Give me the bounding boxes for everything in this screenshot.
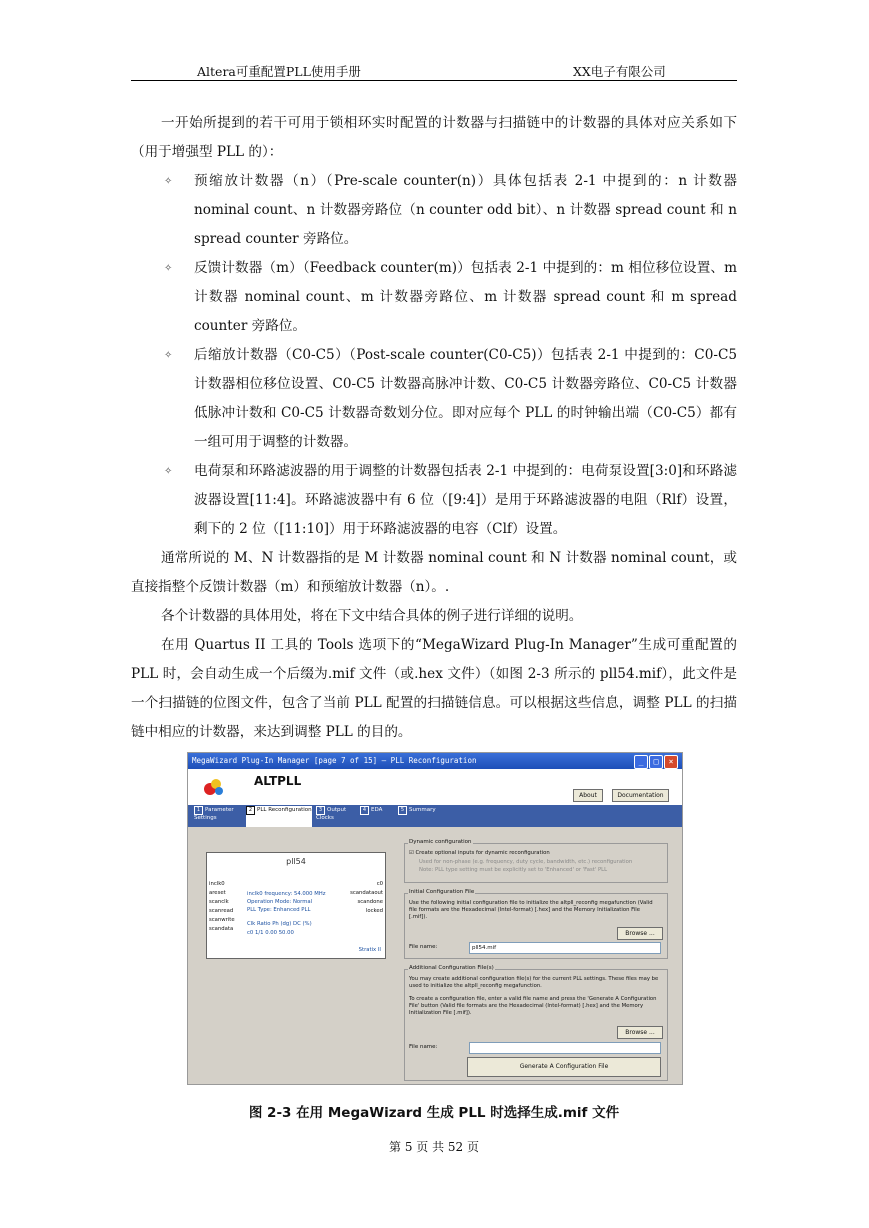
tab-output-clocks[interactable]: 3 Output Clocks [316,807,347,821]
additional-config-title: Additional Configuration File(s) [409,965,494,971]
bullet-2-text: 反馈计数器（m）（Feedback counter(m)）包括表 2-1 中提到的：m 相位移位设置、m 计数器 nominal count、m 计数器旁路位、m 计数器 spread count 和 m spread counter 旁路位。 [194,260,737,334]
tab-eda[interactable]: 4 EDA [360,806,394,826]
additional-config-group [404,965,668,1081]
minimize-icon[interactable]: _ [634,755,648,769]
megawizard-screenshot [187,752,683,1085]
symbol-table-head: Clk Ratio Ph (dg) DC (%) [247,921,312,927]
pin-inclk0: inclk0 [209,881,225,887]
additional-config-text-1: You may create additional configuration file(s) for the current PLL settings. These files may be used to initialize the altpll_reconfig megafunction. [409,976,659,989]
pin-scanwrite: scanwrite [209,917,235,923]
pin-scandata: scandata [209,926,234,932]
symbol-name: pll54 [286,857,306,866]
bullet-marker: ✧ [164,263,173,274]
paragraph-3: 各个计数器的具体用处，将在下文中结合具体的例子进行详细的说明。 [161,608,583,624]
generate-config-button[interactable]: Generate A Configuration File [467,1057,661,1077]
wizard-header [188,769,682,805]
symbol-table-row: c0 1/1 0.00 50.00 [247,930,294,936]
dynamic-config-checkbox[interactable]: ☑ Create optional inputs for dynamic reconfiguration [409,850,550,856]
dynamic-config-title: Dynamic configuration [409,839,472,845]
documentation-button[interactable]: Documentation [612,789,669,802]
bullet-marker: ✧ [164,466,173,477]
initial-config-group [404,889,668,959]
bullet-1 [131,167,737,254]
initial-config-title: Initial Configuration File [409,889,475,895]
bullet-4-text: 电荷泵和环路滤波器的用于调整的计数器包括表 2-1 中提到的：电荷泵设置[3:0]和环路滤波器设置[11:4]。环路滤波器中有 6 位（[9:4]）是用于环路滤波器的电阻（Rlf）设置，剩下的 2 位（[11:10]）用于环路滤波器的电容（Clf）设置。 [194,463,737,537]
tab-pll-reconfiguration[interactable]: 2 PLL Reconfiguration [246,806,312,827]
page-footer: 第 5 页 共 52 页 [389,1140,479,1154]
tab-summary[interactable]: 5 Summary [398,806,444,826]
bullet-1-text: 预缩放计数器（n）（Pre-scale counter(n)）具体包括表 2-1 中提到的：n 计数器 nominal count、n 计数器旁路位（n counter odd bit）、n 计数器 spread count 和 n spread counter 旁路位。 [194,173,737,247]
browse-additional-button[interactable]: Browse ... [617,1026,663,1039]
pin-scanread: scanread [209,908,234,914]
additional-config-text-2: To create a configuration file, enter a valid file name and press the 'Generate A Configuration File' button (Valid file formats are the Hexadecimal (Intel-format) [.hex] and the Memory Initialization File [.mif]). [409,996,657,1016]
bullet-marker: ✧ [164,350,173,361]
additional-file-label: File name: [409,1044,438,1050]
bullet-marker: ✧ [164,176,173,187]
symbol-info-mode: Operation Mode: Normal [247,899,313,905]
pin-c0: c0 [376,881,383,887]
tab-parameter-settings[interactable]: 1 Parameter Settings [194,807,234,821]
paragraph-4: 在用 Quartus II 工具的 Tools 选项下的“MegaWizard Plug-In Manager”生成可重配置的 PLL 时，会自动生成一个后缀为.mif 文件（或.hex 文件）（如图 2-3 所示的 pll54.mif），此文件是一个扫描链的位图文件，包含了当前 PLL 配置的扫描链信息。可以根据这些信息，调整 PLL 的扫描链中相应的计数器，来达到调整 PLL 的目的。 [131,637,737,740]
pin-areset: areset [209,890,226,896]
bullet-2 [131,254,737,341]
figure-caption: 图 2-3 在用 MegaWizard 生成 PLL 时选择生成.mif 文件 [248,1105,620,1121]
paragraph-2: 通常所说的 M、N 计数器指的是 M 计数器 nominal count 和 N 计数器 nominal count，或直接指整个反馈计数器（m）和预缩放计数器（n）。. [131,550,737,595]
symbol-info-type: PLL Type: Enhanced PLL [247,907,311,913]
window-titlebar [188,753,682,769]
initial-file-label: File name: [409,944,438,950]
paragraph-1: 一开始所提到的若干可用于锁相环实时配置的计数器与扫描链中的计数器的具体对应关系如下（用于增强型 PLL 的）： [131,115,737,160]
browse-initial-button[interactable]: Browse ... [617,927,663,940]
wizard-tabs [188,805,682,827]
product-name: ALTPLL [254,774,302,788]
additional-file-input[interactable] [469,1042,661,1054]
pin-scanclk: scanclk [209,899,229,905]
header-rule [131,80,737,81]
bullet-3 [131,341,737,457]
body-text [131,109,737,747]
pin-locked: locked [365,908,383,914]
pll-symbol [206,852,386,959]
initial-file-input[interactable]: pll54.mif [469,942,661,954]
close-icon[interactable]: × [664,755,678,769]
initial-config-text: Use the following initial configuration file to initialize the altpll_reconfig megafunction (Valid file formats are the Hexadecimal (Intel-format) [.hex] and the Memory Initialization File [.mif]). [409,900,653,920]
about-button[interactable]: About [573,789,603,802]
dynamic-note-2: Note: PLL type setting must be explicitly set to 'Enhanced' or 'Fast' PLL [419,867,608,873]
bullet-3-text: 后缩放计数器（C0-C5）（Post-scale counter(C0-C5)）包括表 2-1 中提到的：C0-C5 计数器相位移位设置、C0-C5 计数器高脉冲计数、C0-C5 计数器旁路位、C0-C5 计数器低脉冲计数和 C0-C5 计数器奇数划分位。即对应每个 PLL 的时钟输出端（C0-C5）都有一组可用于调整的计数器。 [194,347,737,450]
symbol-family: Stratix II [358,947,381,953]
header-left: Altera可重配置PLL使用手册 [197,64,361,79]
dynamic-note-1: Used for non-phase (e.g. frequency, duty cycle, bandwidth, etc.) reconfiguration [419,859,633,865]
header-right: XX电子有限公司 [573,64,666,79]
maximize-icon[interactable]: □ [649,755,663,769]
bullet-4 [131,457,737,544]
symbol-info-frequency: inclk0 frequency: 54.000 MHz [247,891,326,897]
window-title: MegaWizard Plug-In Manager [page 7 of 15] — PLL Reconfiguration [192,756,477,765]
pin-scandataout: scandataout [350,890,383,896]
dynamic-config-group [404,839,668,883]
megawizard-logo-icon [202,775,226,797]
pin-scandone: scandone [357,899,383,905]
